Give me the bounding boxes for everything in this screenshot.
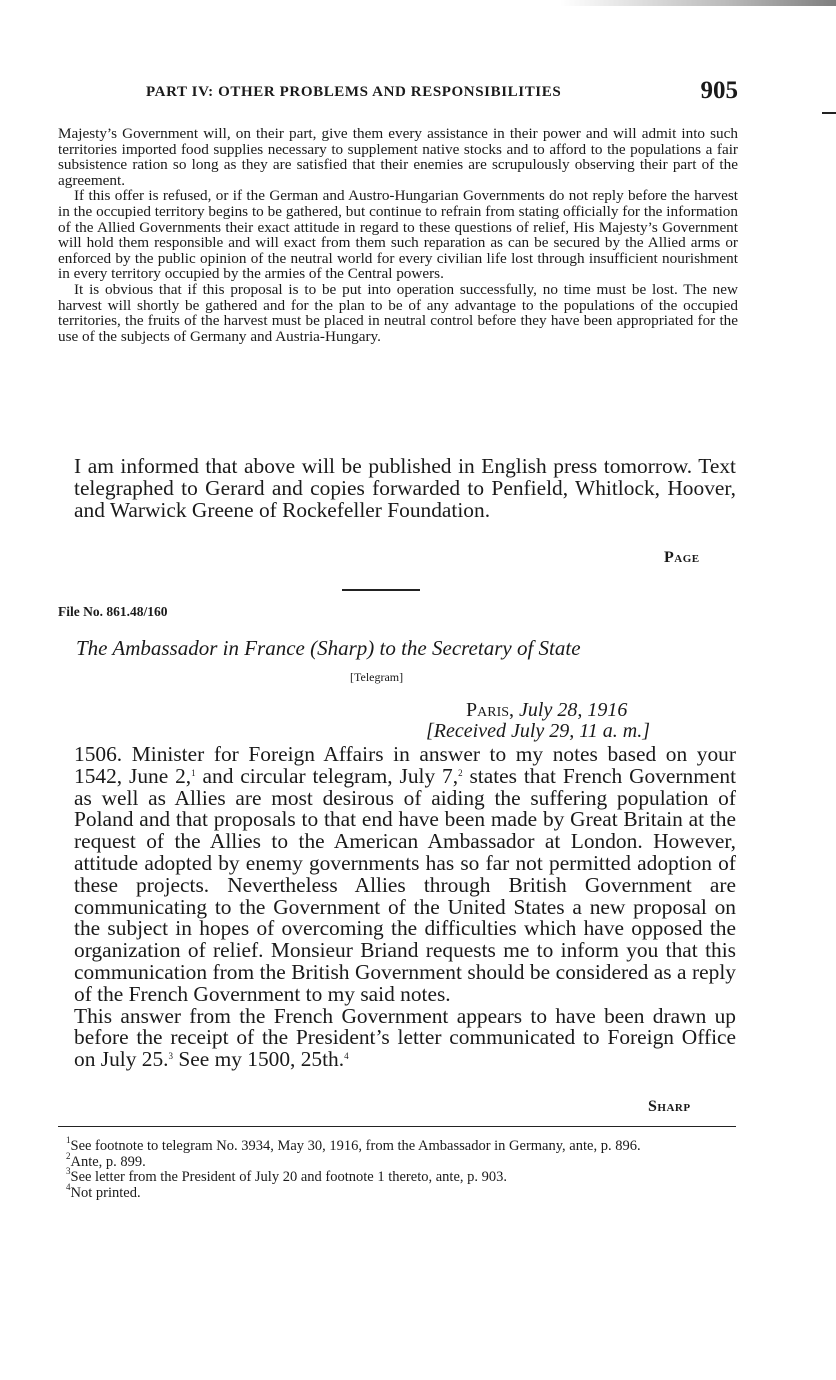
quoted-paragraph: If this offer is refused, or if the German and Austro-Hungarian Governments do not reply before the harvest in the occupied territory begins to be gathered, but continue to refrain from stating officially for the information of the Allied Governments their exact attitude in regard to these questions of relief, His Majesty’s Government will hold them responsible and will exact from them such reparation as can be secured by the Allied arms or enforced by the public opinion of the neutral world for every civilian life lost through insufficient nourishment in every territory occupied by the armies of the Central powers. — [58, 187, 738, 283]
dateline-date: July 28, 1916 — [519, 699, 628, 721]
telegram-paragraph — [74, 744, 736, 1006]
document-heading: The Ambassador in France (Sharp) to the Secretary of State — [76, 636, 581, 660]
footnote-mark: 3 — [66, 1166, 71, 1177]
received-line: [Received July 29, 11 a. m.] — [426, 720, 650, 742]
footnote-ref: 2 — [458, 767, 463, 778]
quoted-paragraph: It is obvious that if this proposal is to be put into operation successfully, no time must be lost. The new harvest will shortly be gathered and for the plan to be of any advantage to the populations of the occupied territories, the fruits of the harvest must be placed in neutral control before they have been appropriated for the use of the subjects of Germany and Austria-Hungary. — [58, 280, 738, 345]
file-number: File No. 861.48/160 — [58, 604, 168, 619]
signature-sharp: Sharp — [648, 1098, 691, 1115]
running-head-title: PART IV: OTHER PROBLEMS AND RESPONSIBILITIES — [146, 84, 562, 100]
telegram-text: and circular telegram, July 7, — [195, 763, 459, 788]
dateline — [466, 699, 627, 722]
telegram-text: 1506. Minister for Foreign Affairs in answer to my notes based on your 1542, June 2, — [74, 742, 736, 788]
running-head — [146, 77, 738, 110]
margin-mark — [822, 112, 836, 114]
quoted-text-block — [58, 126, 738, 344]
signature-page: Page — [664, 549, 700, 566]
footnote-mark: 4 — [66, 1181, 71, 1192]
footnote — [58, 1135, 736, 1155]
footnote-text: See footnote to telegram No. 3934, May 30, 1916, from the Ambassador in Germany, ante, p. 896. — [70, 1138, 641, 1154]
footnote-ref: 4 — [344, 1051, 349, 1062]
footnote-text: See letter from the President of July 20 and footnote 1 thereto, ante, p. 903. — [70, 1169, 508, 1186]
closing-paragraph: I am informed that above will be published in English press tomorrow. Text telegraphed to Gerard and copies forwarded to Penfield, Whitlock, Hoover, and Warwick Greene of Rockefeller Foundation. — [74, 454, 736, 522]
footnote-ref: 3 — [168, 1051, 173, 1062]
document-subheading: [Telegram] — [350, 670, 404, 684]
footnote-ref: 1 — [191, 767, 196, 778]
telegram-text: See my 1500, 25th. — [172, 1047, 345, 1072]
footnote-mark: 1 — [66, 1135, 71, 1145]
footnote-mark: 2 — [66, 1150, 71, 1161]
footnote-text: Ante, p. 899. — [70, 1153, 146, 1170]
page-number: 905 — [700, 77, 738, 104]
quoted-paragraph: Majesty’s Government will, on their part, give them every assistance in their power and will admit into such territories imported food supplies necessary to supplement native stocks and to afford to the populations a fair subsistence ration so long as they are satisfied that their enemies are scrupulously observing their part of the agreement. — [58, 125, 738, 189]
footnote-text: Not printed. — [70, 1184, 141, 1201]
telegram-text: This answer from the French Government appears to have been drawn up before the receipt of the President’s letter communicated to Foreign Office on July 25. — [74, 1003, 736, 1072]
footnote — [58, 1181, 736, 1202]
footnote — [58, 1150, 736, 1171]
scan-shadow — [560, 0, 836, 6]
telegram-text: states that French Government as well as Allies are most desirous of aiding the suffering population of Poland and that proposals to that end have been made by Great Britain at the request of the Allies to the American Ambassador at London. However, attitude adopted by enemy governments has so far not permitted adoption of these projects. Nevertheless Allies through British Government are communicating to the Government of the United States a new proposal on the subject in hopes of overcoming the difficulties which have opposed the organization of relief. Monsieur Briand requests me to inform you that this communication from the British Government should be considered as a reply of the French Government to my said notes. — [74, 763, 737, 1006]
telegram-text-block — [74, 744, 736, 1071]
footnote-rule — [58, 1126, 736, 1127]
footnotes — [58, 1135, 736, 1201]
closing-text-block — [74, 456, 736, 521]
telegram-paragraph — [74, 1003, 736, 1072]
section-divider — [342, 589, 420, 591]
dateline-place: Paris, — [466, 699, 515, 721]
footnote — [58, 1166, 736, 1186]
